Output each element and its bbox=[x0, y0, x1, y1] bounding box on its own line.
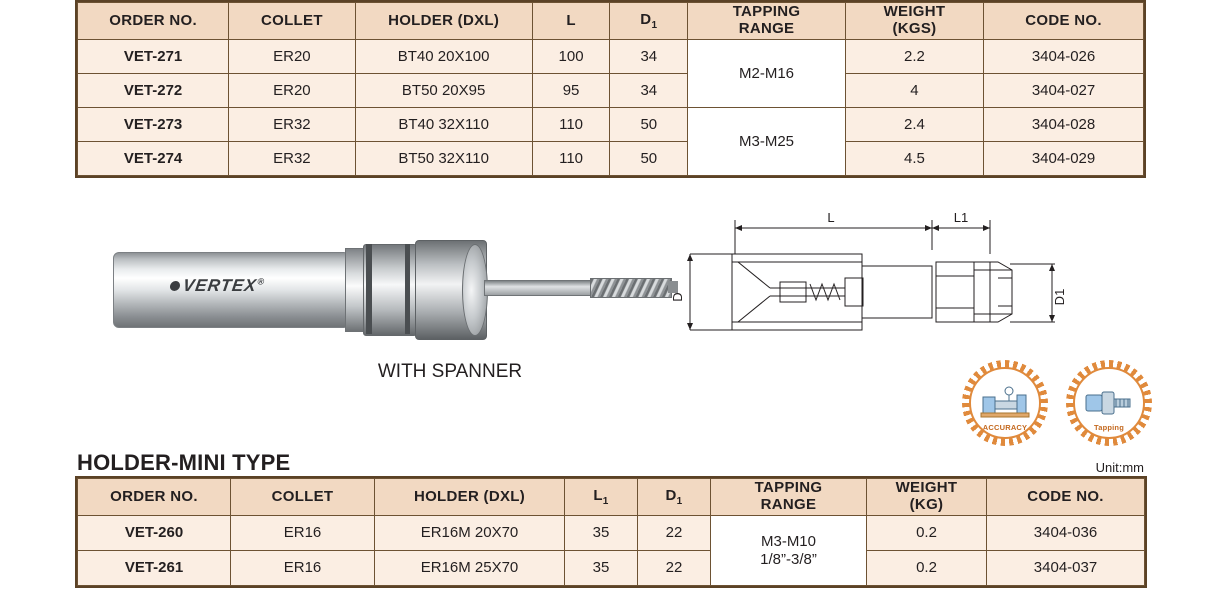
header-d1 bbox=[610, 3, 688, 40]
header-code-no: CODE NO. bbox=[984, 3, 1144, 40]
cell-weight: 4 bbox=[845, 74, 983, 108]
header-d1-base: D bbox=[640, 10, 652, 28]
cell-d1: 50 bbox=[610, 142, 688, 176]
header-collet: COLLET bbox=[231, 479, 375, 516]
table-row bbox=[78, 40, 1144, 74]
cell-collet: ER16 bbox=[231, 551, 375, 586]
unit-label: Unit:mm bbox=[1095, 460, 1144, 475]
badge-accuracy bbox=[962, 360, 1048, 446]
tapping-icon bbox=[1082, 385, 1136, 421]
dim-label-d: D bbox=[670, 292, 685, 302]
table-header-row bbox=[78, 479, 1145, 516]
header-order-no: ORDER NO. bbox=[78, 3, 229, 40]
cell-order-no: VET-274 bbox=[78, 142, 229, 176]
cell-weight: 2.4 bbox=[845, 108, 983, 142]
bottom-spec-table bbox=[77, 478, 1145, 586]
cell-l: 110 bbox=[532, 142, 610, 176]
cell-holder: BT40 32X110 bbox=[355, 108, 532, 142]
cell-tapping-range-line2: 1/8”-3/8” bbox=[760, 550, 817, 568]
accuracy-icon bbox=[979, 383, 1031, 423]
cell-order-no: VET-261 bbox=[78, 551, 231, 586]
top-spec-table-container bbox=[77, 2, 1144, 176]
cell-collet: ER20 bbox=[229, 74, 355, 108]
cell-code-no: 3404-027 bbox=[984, 74, 1144, 108]
cell-holder: BT40 20X100 bbox=[355, 40, 532, 74]
cell-tapping-range-line1: M3-M10 bbox=[760, 533, 816, 551]
cell-weight: 2.2 bbox=[845, 40, 983, 74]
header-d1-base: D bbox=[665, 486, 677, 504]
cell-code-no: 3404-037 bbox=[987, 551, 1145, 586]
cell-l: 110 bbox=[532, 108, 610, 142]
header-tapping-line2: RANGE bbox=[760, 496, 817, 513]
cell-d1: 50 bbox=[610, 108, 688, 142]
tool-collar-1 bbox=[345, 248, 365, 332]
header-collet: COLLET bbox=[229, 3, 355, 40]
cell-holder: ER16M 20X70 bbox=[375, 516, 565, 551]
cell-weight: 4.5 bbox=[845, 142, 983, 176]
dim-label-d1: D1 bbox=[1052, 288, 1067, 306]
header-weight-line1: WEIGHT bbox=[895, 479, 958, 497]
cell-collet: ER20 bbox=[229, 40, 355, 74]
cell-collet: ER32 bbox=[229, 108, 355, 142]
header-tapping-range bbox=[711, 479, 867, 516]
cell-collet: ER16 bbox=[231, 516, 375, 551]
table-header-row bbox=[78, 3, 1144, 40]
header-weight-line2: (KGS) bbox=[892, 20, 937, 37]
cell-code-no: 3404-036 bbox=[987, 516, 1145, 551]
cell-weight: 0.2 bbox=[867, 516, 987, 551]
cell-holder: ER16M 25X70 bbox=[375, 551, 565, 586]
cell-holder: BT50 20X95 bbox=[355, 74, 532, 108]
dim-label-l: L bbox=[827, 210, 835, 225]
tool-ring-2 bbox=[405, 244, 410, 334]
technical-line-drawing bbox=[660, 202, 1080, 362]
cell-order-no: VET-273 bbox=[78, 108, 229, 142]
table-row bbox=[78, 108, 1144, 142]
header-tapping-line1: TAPPING bbox=[732, 3, 801, 21]
cell-l: 100 bbox=[532, 40, 610, 74]
cell-order-no: VET-260 bbox=[78, 516, 231, 551]
cell-d1: 34 bbox=[610, 74, 688, 108]
section-title: HOLDER-MINI TYPE bbox=[77, 450, 291, 475]
dim-label-l1: L1 bbox=[953, 210, 969, 225]
cell-weight: 0.2 bbox=[867, 551, 987, 586]
cell-tapping-range: M3-M25 bbox=[688, 108, 846, 176]
cell-tapping-range bbox=[711, 516, 867, 586]
cell-tapping-range: M2-M16 bbox=[688, 40, 846, 108]
table-row bbox=[78, 516, 1145, 551]
header-l1 bbox=[565, 479, 638, 516]
header-d1-sub: 1 bbox=[676, 495, 683, 507]
header-holder: HOLDER (DXL) bbox=[375, 479, 565, 516]
header-tapping-line2: RANGE bbox=[738, 20, 795, 37]
header-l1-sub: 1 bbox=[602, 495, 609, 507]
badge-tapping-label: Tapping bbox=[1093, 423, 1124, 432]
header-d1-sub: 1 bbox=[651, 19, 658, 31]
badge-accuracy-label: ACCURACY bbox=[982, 423, 1028, 432]
cell-d1: 22 bbox=[638, 516, 711, 551]
tool-ring-1 bbox=[366, 244, 372, 334]
with-spanner-caption: WITH SPANNER bbox=[377, 361, 523, 382]
header-holder: HOLDER (DXL) bbox=[355, 3, 532, 40]
header-weight bbox=[845, 3, 983, 40]
header-code-no: CODE NO. bbox=[987, 479, 1145, 516]
bottom-spec-table-container bbox=[77, 478, 1144, 586]
cell-order-no: VET-272 bbox=[78, 74, 229, 108]
header-weight-line1: WEIGHT bbox=[883, 3, 946, 21]
cell-l1: 35 bbox=[565, 551, 638, 586]
logo-text: VERTEX bbox=[181, 276, 259, 295]
badge-tapping-inner bbox=[1073, 367, 1145, 439]
tool-tap-shank bbox=[484, 280, 596, 296]
header-tapping-line1: TAPPING bbox=[754, 479, 823, 497]
cell-code-no: 3404-028 bbox=[984, 108, 1144, 142]
logo-registered: ® bbox=[256, 276, 266, 287]
cell-code-no: 3404-029 bbox=[984, 142, 1144, 176]
cell-d1: 22 bbox=[638, 551, 711, 586]
cell-collet: ER32 bbox=[229, 142, 355, 176]
badge-tapping bbox=[1066, 360, 1152, 446]
cell-l: 95 bbox=[532, 74, 610, 108]
top-spec-table bbox=[77, 2, 1144, 176]
cell-d1: 34 bbox=[610, 40, 688, 74]
header-order-no: ORDER NO. bbox=[78, 479, 231, 516]
logo-mark bbox=[169, 281, 180, 291]
header-l: L bbox=[532, 3, 610, 40]
table-row bbox=[78, 551, 1145, 586]
table-row bbox=[78, 142, 1144, 176]
badge-accuracy-inner bbox=[969, 367, 1041, 439]
cell-order-no: VET-271 bbox=[78, 40, 229, 74]
header-d1 bbox=[638, 479, 711, 516]
header-tapping-range bbox=[688, 3, 846, 40]
cell-holder: BT50 32X110 bbox=[355, 142, 532, 176]
table-row bbox=[78, 74, 1144, 108]
header-weight-line2: (KG) bbox=[909, 496, 944, 513]
vertex-logo bbox=[169, 276, 266, 296]
cell-l1: 35 bbox=[565, 516, 638, 551]
cell-code-no: 3404-026 bbox=[984, 40, 1144, 74]
header-l1-base: L bbox=[593, 486, 603, 504]
header-weight bbox=[867, 479, 987, 516]
